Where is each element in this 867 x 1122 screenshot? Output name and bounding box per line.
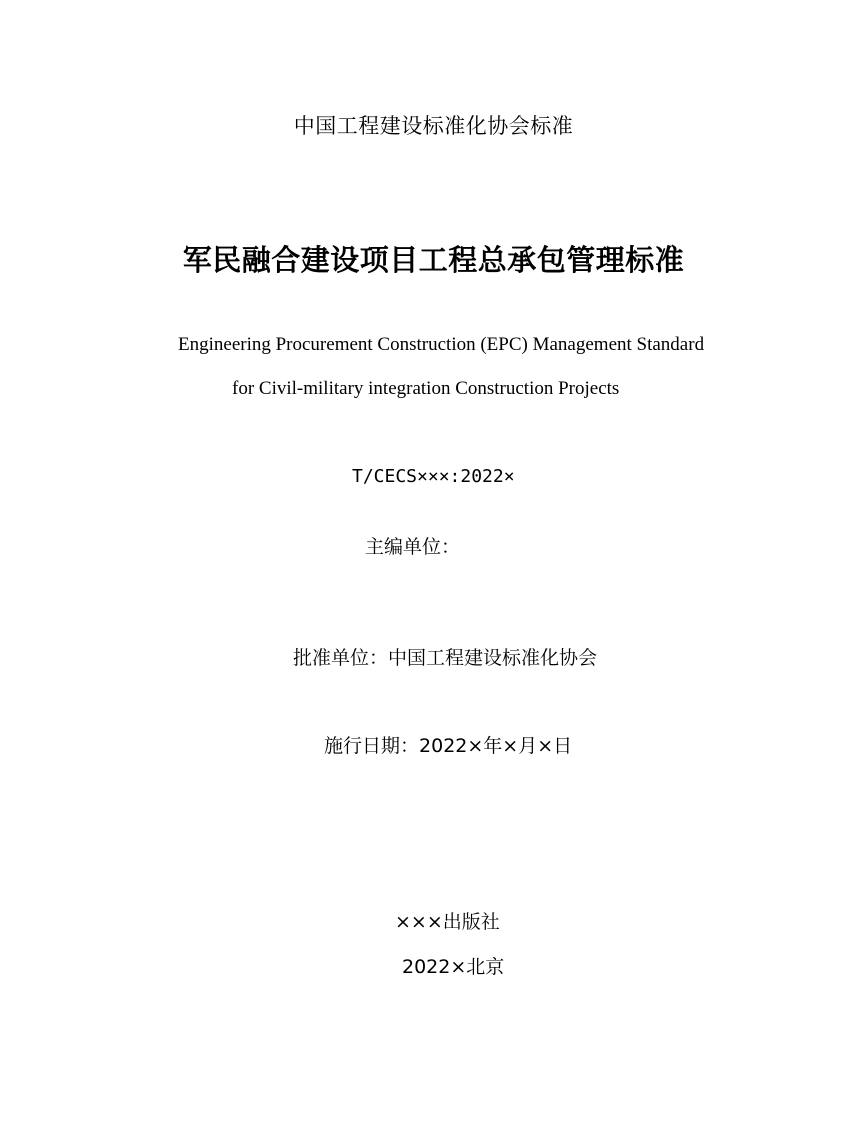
document-title-english-line-1: Engineering Procurement Construction (EPC) Management Standard — [178, 334, 705, 355]
approver-label: 批准单位： — [293, 647, 389, 669]
effective-date-label: 施行日期： — [324, 735, 420, 757]
standard-code: T/CECS×××:2022× — [352, 466, 515, 487]
chief-editor-unit — [365, 532, 460, 559]
document-title-english-line-2: for Civil-military integration Construction Projects — [232, 378, 620, 399]
approving-unit — [293, 643, 597, 670]
approver-value: 中国工程建设标准化协会 — [388, 647, 598, 669]
organization-standard-heading: 中国工程建设标准化协会标准 — [293, 114, 574, 138]
publisher: ×××出版社 — [395, 911, 500, 933]
effective-date-value: 2022×年×月×日 — [419, 735, 573, 757]
publish-place-year: 2022×北京 — [402, 956, 505, 978]
effective-date — [324, 731, 572, 758]
document-title-chinese: 军民融合建设项目工程总承包管理标准 — [182, 243, 685, 277]
chief-editor-label: 主编单位： — [365, 536, 461, 558]
